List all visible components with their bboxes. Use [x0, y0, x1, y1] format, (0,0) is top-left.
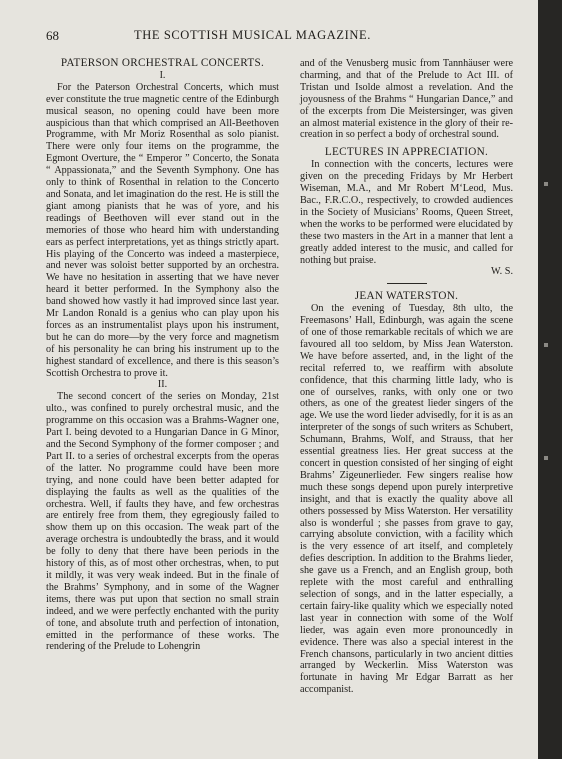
right-column	[300, 58, 513, 696]
page-number: 68	[46, 28, 59, 43]
left-column	[46, 58, 279, 653]
article-title-waterston: JEAN WATERSTON.	[354, 290, 459, 303]
paragraph-section-1: For the Paterson Orchestral Concerts, which must ever constitute the true magnetic centre of the Edinburgh musical season, no opening could have been more auspicious than that which comprised an All-Beethoven Programme, with Mr Moriz Rosenthal as solo pianist. There were only four items on the programme, the Egmont Overture, the “ Emperor ” Concerto, the Sonata “ Appassionata,” and the Seventh Symphony. One has only to think of Rosenthal in relation to the Concerto and Sonata, and let imagination do the rest. He is still the giant among pianists that he was of yore, and his readings of Beethoven will ever stand out in the memories of those who heard him with understanding ears as perfect interpretations, yet as things strictly apart. His playing of the Concerto was indeed a masterpiece, and never was soloist better supported by an orchestra. We have no hesitation in asserting that we have never heard it better performed. In the Symphony also the band showed how vastly it had improved since last year. Mr Landon Ronald is a genius who can play upon his forces as an instrumentalist plays upon his instrument, but he can do more—by the very force and magnetism of his personality he can bring his instrument up to the highest standard of excellence, and there is this season’s Scottish Orchestra to prove it.	[46, 81, 279, 379]
paragraph-waterston: On the evening of Tuesday, 8th ulto, the Freemasons’ Hall, Edinburgh, was again the scene of one of those remarkable recitals of which we are favoured all too seldom, by Miss Jean Waterston. We have before asserted, and, in the light of the recital referred to, we reaffirm with absolute confidence, that this charming little lady, who is one of ourselves, ranks, with only one or two others, as one of the greatest lieder singers of the age. We use the word lieder advisedly, for it is as an interpreter of the songs of such writers as Schubert, Schumann, Brahms, Wolf, and Strauss, that her essential greatness lies. Her great success at the concert in question consisted of her singing of eight Brahms’ Zigeunerlieder. Few singers realise how much these songs depend upon purely interpretive insight, and that is exactly the quality above all others possessed by Miss Waterston. Her versatility also is wonderful ; she passes from grave to gay, carrying absolute conviction, with a facility which is the very essence of art itself, and completely defies description. In addition to the Brahms lieder, she gave us a French, and an English group, both replete with the most careful and enthralling selection of songs, and in the latter especially, a certain fairy-like quality which we especially noted last year in connection with some of the Wolf lieder, was again even more pronouncedly in evidence. There was also a special interest in the French chansons, particularly in two ancient ditties arranged by Weckerlin. Miss Waterston was fortunate in having Mr Edgar Barratt as her accompanist.	[300, 303, 513, 696]
edge-mark	[544, 456, 548, 460]
section-numeral-1: I.	[159, 69, 166, 81]
adjacent-page-edge	[538, 0, 562, 759]
article-title-paterson: PATERSON ORCHESTRAL CONCERTS.	[60, 57, 265, 69]
article-title-lectures: LECTURES IN APPRECIATION.	[324, 146, 489, 159]
section-numeral-2: II.	[157, 379, 168, 391]
section-divider	[387, 283, 427, 284]
edge-mark	[544, 343, 548, 347]
author-signature: W. S.	[491, 266, 513, 278]
paragraph-lectures: In connection with the concerts, lectures were given on the preceding Fridays by Mr Herbert Wiseman, M.A., and Mr Robert M‘Leod, Mus. Bac., F.R.C.O., respectively, to crowded audiences in the Society of Musicians’ Rooms, Queen Street, when the works to be performed were elucidated by these two masters in the Art in a manner that lent a greatly added interest to the music, and called for nothing but praise.	[300, 159, 513, 266]
paragraph-continuation: and of the Venusberg music from Tannhäuser were charming, and that of the Prelude to Act III. of Tristan und Isolde almost a revelation. And the joyousness of the Brahms “ Hungarian Dance,” and of the excerpts from Die Meistersinger, was given an almost material existence in the glory of their re-creation in so perfect a body of orchestral sound.	[300, 58, 513, 141]
edge-mark	[544, 182, 548, 186]
paragraph-section-2: The second concert of the series on Monday, 21st ulto., was confined to purely orchestral music, and the programme on this occasion was a Brahms-Wagner one, Part I. being devoted to a Hungarian Dance in G Minor, and the Second Symphony of the former composer ; and Part II. to a series of orchestral excerpts from the operas of the latter. No programme could have been more trying, and none could have been better adapted for displaying the faults as well as the qualities of the orchestra. Well, if faults they have, and few orchestras are entirely free from them, they egregiously failed to show them up on this occasion. The weak part of the average orchestra is undoubtedly the brass, and it would be folly to deny that there have been periods in the history of this, as of most other orchestras, when, to put it mildly, it was very weak indeed. But in the finale of the Brahms’ Symphony, and in some of the Wagner items, there was put upon that section no small strain indeed, and we were perfectly enchanted with the purity of tone, and absolute truth and perfection of intonation, emitted in the performance of these works. The rendering of the Prelude to Lohengrin	[46, 391, 279, 653]
magazine-title: THE SCOTTISH MUSICAL MAGAZINE.	[134, 28, 371, 42]
page-header	[46, 28, 510, 46]
